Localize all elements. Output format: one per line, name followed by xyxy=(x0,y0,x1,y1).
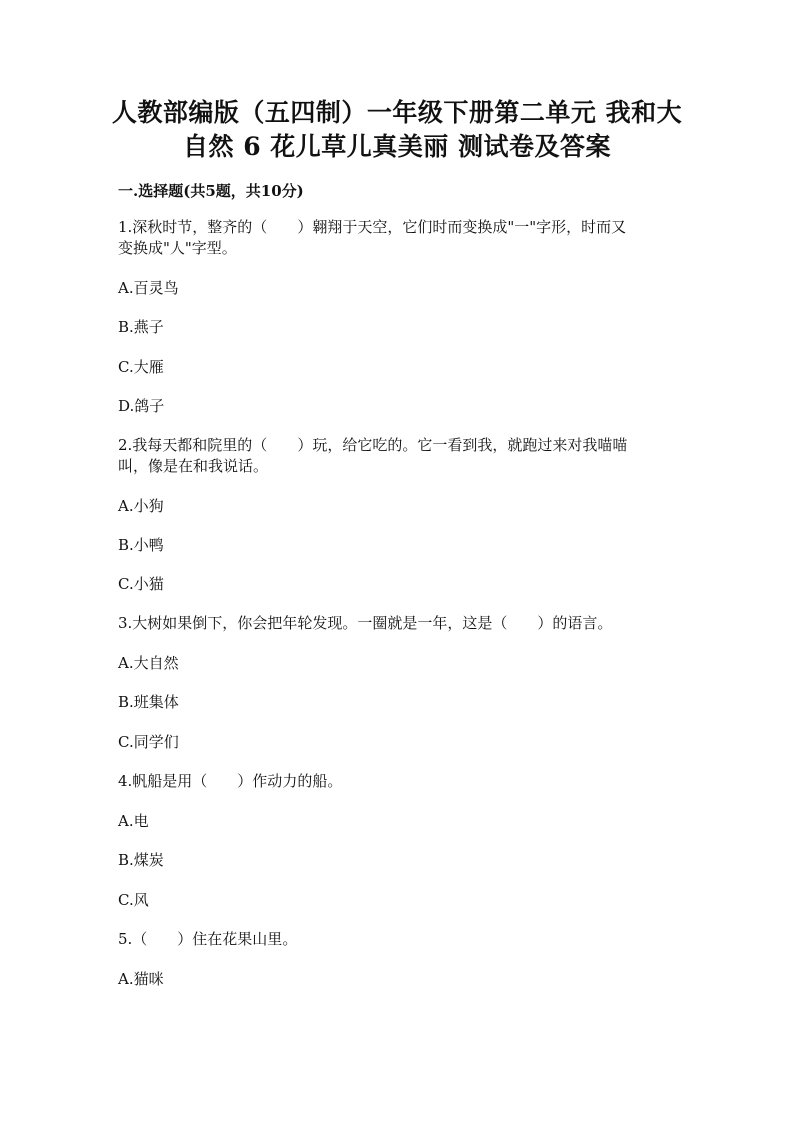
section-heading: 一.选择题(共5题，共10分) xyxy=(118,182,304,200)
question-4-line-1: 4.帆船是用（ ）作动力的船。 xyxy=(118,772,343,790)
question-2-option-c: C.小猫 xyxy=(118,575,164,593)
question-2-line-1: 2.我每天都和院里的（ ）玩，给它吃的。它一看到我，就跑过来对我喵喵 xyxy=(118,436,628,454)
question-1-text xyxy=(118,217,678,259)
question-1-option-d: D.鸽子 xyxy=(118,397,165,415)
question-4-text xyxy=(118,771,678,792)
question-1-option-a: A.百灵鸟 xyxy=(118,279,179,297)
question-1-line-1: 1.深秋时节，整齐的（ ）翱翔于天空，它们时而变换成"一"字形，时而又 xyxy=(118,218,627,236)
document-title-line-2: 自然 6 花儿草儿真美丽 测试卷及答案 xyxy=(182,132,611,161)
question-2-option-b: B.小鸭 xyxy=(118,536,164,554)
question-2-line-2: 叫，像是在和我说话。 xyxy=(118,457,269,475)
document-title xyxy=(100,96,694,164)
question-1-line-2: 变换成"人"字型。 xyxy=(118,239,237,257)
question-4-option-a: A.电 xyxy=(118,812,149,830)
question-4-option-c: C.风 xyxy=(118,891,149,909)
question-3-option-a: A.大自然 xyxy=(118,654,179,672)
question-3-option-b: B.班集体 xyxy=(118,693,179,711)
document-title-line-1: 人教部编版（五四制）一年级下册第二单元 我和大 xyxy=(111,98,683,127)
question-4-option-b: B.煤炭 xyxy=(118,851,164,869)
question-5-line-1: 5.（ ）住在花果山里。 xyxy=(118,930,298,948)
question-3-text xyxy=(118,613,678,634)
question-2-option-a: A.小狗 xyxy=(118,497,164,515)
question-5-option-a: A.猫咪 xyxy=(118,970,164,988)
question-3-option-c: C.同学们 xyxy=(118,733,179,751)
question-3-line-1: 3.大树如果倒下，你会把年轮发现。一圈就是一年，这是（ ）的语言。 xyxy=(118,614,613,632)
question-5-text xyxy=(118,929,678,950)
question-1-option-c: C.大雁 xyxy=(118,358,164,376)
question-2-text xyxy=(118,435,678,477)
question-1-option-b: B.燕子 xyxy=(118,318,164,336)
